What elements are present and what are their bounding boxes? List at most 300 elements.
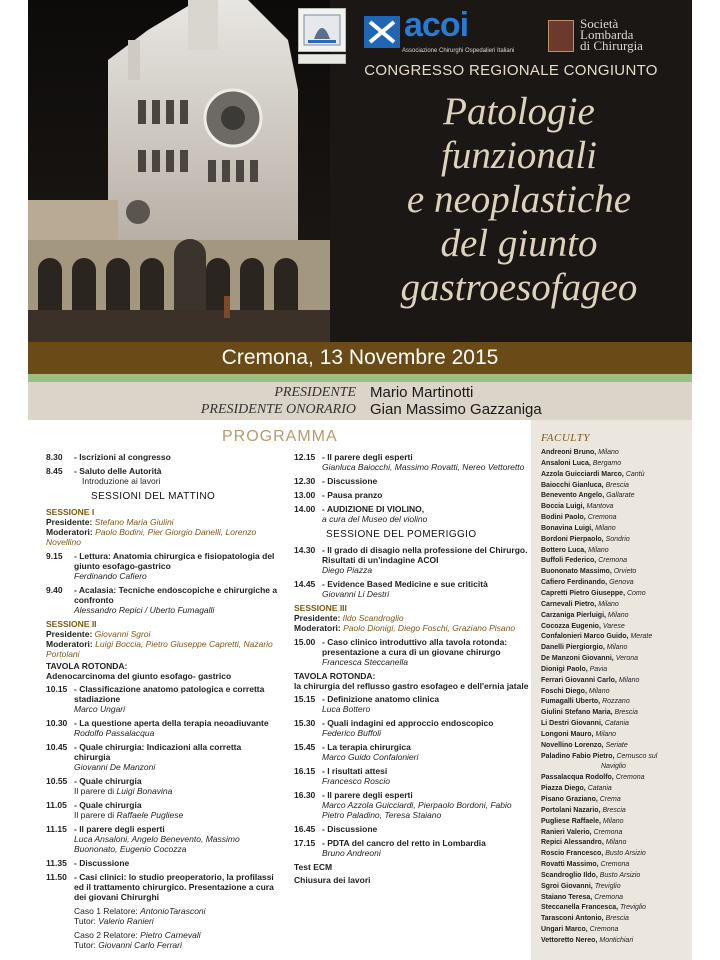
- agenda-title: - Il parere degli esperti: [322, 452, 413, 462]
- faculty-city: Milano: [595, 730, 617, 738]
- faculty-city: Milano: [618, 676, 640, 684]
- agenda-title: - Lettura: Anatomia chirurgica e fisiopatologia del giunto esofago-gastrico: [74, 551, 275, 571]
- moderators-label: Moderatori:: [46, 639, 93, 649]
- agenda-time: 14.30: [294, 545, 316, 555]
- honorary-president-label: PRESIDENTE ONORARIO: [200, 402, 356, 417]
- faculty-member: [541, 491, 691, 502]
- faculty-name: Foschi Diego,: [541, 687, 587, 695]
- moderators-names: Luigi Boccia, Pietro Giuseppe Capretti, Nazario Portolani: [46, 639, 273, 659]
- agenda-time: 8.45: [46, 466, 63, 476]
- faculty-city: Milano: [605, 839, 627, 847]
- faculty-name: Sgroi Giovanni,: [541, 882, 593, 890]
- agenda-note: a cura del Museo del violino: [322, 514, 428, 524]
- main-title: [346, 90, 692, 310]
- programme-middle-column: [294, 452, 530, 885]
- agenda-item: [46, 824, 278, 854]
- agenda-title: - Saluto delle Autorità: [74, 466, 162, 476]
- faculty-city: Catania: [604, 720, 629, 728]
- faculty-city: Orvieto: [613, 568, 637, 576]
- faculty-member: [541, 893, 691, 904]
- faculty-name: Paladino Fabio Pietro,: [541, 752, 615, 760]
- faculty-city: Cremona: [587, 514, 617, 522]
- faculty-city: Gallarate: [606, 492, 635, 500]
- agenda-speaker: Luca Ansaloni, Angelo Benevento, Massimo Buononato, Eugenio Cocozza: [74, 834, 240, 854]
- faculty-city: Genova: [609, 579, 634, 587]
- case-1: [74, 906, 278, 950]
- acoi-subtitle: Associazione Chirurghi Ospedalieri Italiani: [402, 48, 515, 54]
- cathedral-night-image: [28, 0, 330, 342]
- agenda-title: - Quale chirurgia: [74, 776, 142, 786]
- congress-subtitle: CONGRESSO REGIONALE CONGIUNTO: [364, 62, 658, 79]
- faculty-name: Buononato Massimo,: [541, 568, 612, 576]
- agenda-item: [294, 742, 530, 762]
- faculty-member: [541, 806, 691, 817]
- title-line: Patologie: [443, 90, 595, 133]
- session-moderators: [46, 639, 278, 659]
- agenda-item: [46, 452, 278, 462]
- agenda-item: [294, 490, 530, 500]
- agenda-time: 9.40: [46, 585, 63, 595]
- title-line: funzionali: [440, 134, 598, 177]
- agenda-title: - Pausa pranzo: [322, 490, 383, 500]
- agenda-item: [46, 551, 278, 581]
- agenda-time: 11.35: [46, 858, 67, 868]
- moderators-label: Moderatori:: [294, 623, 341, 633]
- slc-line-1: Società: [580, 16, 619, 31]
- agenda-speaker: Giovanni Li Destri: [322, 589, 390, 599]
- faculty-city: Pavia: [589, 665, 608, 673]
- agenda-time: 15.30: [294, 718, 316, 728]
- faculty-member: [541, 708, 691, 719]
- title-line: del giunto: [440, 222, 598, 265]
- agenda-title: - La terapia chirurgica: [322, 742, 411, 752]
- agenda-item: [294, 824, 530, 834]
- faculty-name: Bordoni Pierpaolo,: [541, 535, 604, 543]
- sponsor-emblem-icon: [302, 13, 342, 47]
- session-president: [46, 629, 278, 639]
- morning-heading: SESSIONI DEL MATTINO: [91, 491, 216, 502]
- agenda-speaker: Marco Azzola Guicciardi, Pierpaolo Bordoni, Fabio Pietro Paladino, Teresa Staiano: [322, 800, 512, 820]
- agenda-title: - Discussione: [322, 476, 378, 486]
- faculty-member: [541, 470, 691, 481]
- acoi-logo: [364, 6, 515, 58]
- faculty-member: [541, 828, 691, 839]
- faculty-name: Passalacqua Rodolfo,: [541, 774, 614, 782]
- agenda-time: 16.15: [294, 766, 316, 776]
- faculty-list: [541, 448, 691, 947]
- agenda-item: [294, 838, 530, 858]
- faculty-member: [541, 665, 691, 676]
- faculty-member: [541, 784, 691, 795]
- agenda-item: [46, 872, 278, 902]
- agenda-speaker: Alessandro Repici / Uberto Fumagalli: [74, 605, 215, 615]
- faculty-name: Ferrari Giovanni Carlo,: [541, 676, 617, 684]
- agenda-title: - PDTA del cancro del retto in Lombardia: [322, 838, 486, 848]
- agenda-time: 14.45: [294, 579, 316, 589]
- title-line: e neoplastiche: [406, 178, 632, 221]
- faculty-member: [541, 838, 691, 849]
- agenda-title: - Il parere degli esperti: [322, 790, 413, 800]
- round-table-label: TAVOLA ROTONDA:: [46, 661, 128, 671]
- faculty-city: Busto Arsizio: [599, 871, 641, 879]
- slc-line-3: di Chirurgia: [580, 38, 643, 53]
- case-speaker: [74, 930, 278, 940]
- faculty-city: Treviglio: [620, 904, 646, 912]
- agenda-time: 15.00: [294, 637, 316, 647]
- agenda-speaker: Francesco Roscio: [322, 776, 391, 786]
- agenda-item: [46, 742, 278, 772]
- faculty-member: [541, 773, 691, 784]
- slc-name: [580, 18, 643, 51]
- faculty-name: Li Destri Giovanni,: [541, 720, 603, 728]
- faculty-city: Milano: [588, 687, 610, 695]
- note-label: Il parere di: [74, 786, 115, 796]
- faculty-member: [541, 502, 691, 513]
- faculty-member: [541, 567, 691, 578]
- faculty-city: Brescia: [605, 481, 629, 489]
- faculty-name: Novellino Lorenzo,: [541, 741, 604, 749]
- tutor-name: Giovanni Carlo Ferrari: [98, 940, 182, 950]
- faculty-name: Piazza Diego,: [541, 785, 586, 793]
- faculty-member: [541, 654, 691, 665]
- faculty-city: Milano: [602, 817, 624, 825]
- test-ecm: Test ECM: [294, 862, 333, 872]
- faculty-city: Como: [626, 589, 646, 597]
- agenda-title: - AUDIZIONE DI VIOLINO,: [322, 504, 425, 514]
- faculty-city: Milano: [606, 644, 628, 652]
- moderators-names: Paolo Bodini, Pier Giorgio Danelli, Lorenzo Novellino: [46, 527, 257, 547]
- faculty-panel: [531, 420, 692, 960]
- faculty-city: Rozzano: [602, 698, 630, 706]
- agenda-title: - Il parere degli esperti: [74, 824, 165, 834]
- faculty-name: Fumagalli Uberto,: [541, 698, 601, 706]
- case-name: AntonioTarasconi: [140, 906, 206, 916]
- agenda-time: 9.15: [46, 551, 63, 561]
- agenda-title: - Acalasia: Tecniche endoscopiche e chirurgiche a confronto: [74, 585, 278, 605]
- president-name: Ildo Scandroglio: [342, 613, 404, 623]
- faculty-member: [541, 860, 691, 871]
- faculty-name: Bonavina Luigi,: [541, 524, 594, 532]
- faculty-name: Repici Alessandro,: [541, 839, 604, 847]
- agenda-title: - Definizione anatomo clinica: [322, 694, 440, 704]
- city-date: Cremona, 13 Novembre 2015: [221, 346, 499, 369]
- faculty-city: Milano: [598, 600, 619, 608]
- faculty-member: [541, 535, 691, 546]
- faculty-name: Dionigi Paolo,: [541, 665, 588, 673]
- agenda-time: 10.30: [46, 718, 68, 728]
- faculty-city: Catania: [587, 785, 612, 793]
- agenda-time: 10.55: [46, 776, 68, 786]
- faculty-name: De Manzoni Giovanni,: [541, 655, 614, 663]
- faculty-member: [541, 556, 691, 567]
- agenda-speaker: Luigi Bonavina: [116, 786, 173, 796]
- slc-emblem-icon: [548, 20, 574, 52]
- faculty-member: [541, 914, 691, 925]
- faculty-city: Cremona: [593, 828, 623, 836]
- agenda-item: [294, 694, 530, 714]
- faculty-name: Ungari Marco,: [541, 926, 588, 934]
- faculty-name: Staiano Teresa,: [541, 893, 593, 901]
- programme-content: [28, 420, 692, 960]
- title-line: gastroesofageo: [400, 266, 638, 309]
- faculty-member: [541, 687, 691, 698]
- agenda-item: [46, 466, 278, 486]
- agenda-speaker: Francesca Steccanella: [322, 657, 408, 667]
- faculty-member: [541, 762, 691, 773]
- faculty-member: [541, 589, 691, 600]
- faculty-member: [541, 481, 691, 492]
- agenda-speaker: Bruno Andreoni: [322, 848, 381, 858]
- faculty-name: Giulini Stefano Maria,: [541, 709, 613, 717]
- round-table-label: TAVOLA ROTONDA:: [294, 671, 376, 681]
- agenda-time: 15.15: [294, 694, 316, 704]
- agenda-speaker: Diego Piazza: [322, 565, 373, 575]
- cathedral-photo: [28, 0, 330, 342]
- divider-stripe: [28, 374, 692, 382]
- tutor-name: Valerio Ranieri: [98, 916, 154, 926]
- faculty-member: [541, 600, 691, 611]
- programme-heading: PROGRAMMA: [222, 428, 338, 445]
- faculty-city: Milano: [595, 524, 616, 532]
- honorary-president-name: Gian Massimo Gazzaniga: [370, 401, 542, 418]
- round-table-topic: la chirurgia del reflusso gastro esofageo e dell'ernia jatale: [294, 681, 529, 691]
- faculty-member: [541, 578, 691, 589]
- agenda-title: - Iscrizioni al congresso: [74, 452, 171, 462]
- faculty-name: Capretti Pietro Giuseppe,: [541, 589, 626, 597]
- agenda-note: [74, 810, 278, 820]
- session-moderators: [294, 623, 530, 633]
- faculty-name: Bottero Luca,: [541, 546, 587, 554]
- faculty-name: Rovatti Massimo,: [541, 861, 599, 869]
- session-label: SESSIONE I: [46, 507, 95, 517]
- faculty-name: Pisano Graziano,: [541, 796, 598, 803]
- agenda-time: 16.30: [294, 790, 316, 800]
- faculty-member: [541, 752, 691, 763]
- faculty-name: Carzaniga Pierluigi,: [541, 611, 606, 619]
- presidents-bar: [28, 382, 692, 420]
- faculty-name: Baiocchi Gianluca,: [541, 481, 604, 489]
- agenda-title: - Discussione: [74, 858, 130, 868]
- faculty-name: Benevento Angelo,: [541, 492, 605, 500]
- agenda-item: [294, 766, 530, 786]
- agenda-item: [294, 476, 530, 486]
- faculty-city: Seriate: [605, 741, 628, 749]
- agenda-speaker: Federico Buffoli: [322, 728, 382, 738]
- sponsor-logo: [298, 8, 346, 52]
- faculty-name: Portolani Nazario,: [541, 806, 601, 814]
- faculty-name: Steccanella Francesca,: [541, 904, 619, 912]
- agenda-time: 17.15: [294, 838, 316, 848]
- faculty-member: [541, 632, 691, 643]
- case-tutor: [74, 940, 278, 950]
- agenda-item: [46, 585, 278, 615]
- faculty-member: [541, 513, 691, 524]
- agenda-time: 16.45: [294, 824, 316, 834]
- agenda-title: - I risultati attesi: [322, 766, 388, 776]
- faculty-name: Vettoretto Nereo,: [541, 936, 598, 944]
- moderators-label: Moderatori:: [46, 527, 93, 537]
- agenda-time: 13.00: [294, 490, 316, 500]
- agenda-item: [46, 718, 278, 738]
- agenda-time: 8.30: [46, 452, 63, 462]
- faculty-name: Boccia Luigi,: [541, 503, 585, 511]
- agenda-item: [46, 776, 278, 796]
- faculty-member: [541, 849, 691, 860]
- faculty-name: Danelli Piergiorgio,: [541, 644, 605, 652]
- agenda-title: - Classificazione anatomo patologica e corretta stadiazione: [74, 684, 265, 704]
- agenda-speaker: Raffaele Pugliese: [116, 810, 184, 820]
- faculty-city: Cremona: [615, 774, 645, 782]
- agenda-time: 11.50: [46, 872, 67, 882]
- agenda-speaker: Gianluca Baiocchi, Massimo Rovatti, Nereo Vettoretto: [322, 462, 525, 472]
- president-label: Presidente:: [294, 613, 341, 623]
- session-president: [46, 517, 278, 527]
- agenda-title: - Casi clinici: lo studio preoperatorio, la profilassi ed il trattamento chirurgico. Presentazione a cura dei giovani Chirurghi: [74, 872, 274, 902]
- faculty-member: [541, 546, 691, 557]
- faculty-member: [541, 697, 691, 708]
- faculty-member: [541, 936, 691, 947]
- case-name: Pietro Carnevali: [140, 930, 201, 940]
- agenda-item: [46, 800, 278, 820]
- agenda-subtitle: Introduzione ai lavori: [82, 476, 161, 486]
- faculty-name: Azzola Guicciardi Marco,: [541, 470, 624, 478]
- faculty-name: Roscio Francesco,: [541, 850, 604, 858]
- faculty-name: Cafiero Ferdinando,: [541, 579, 608, 587]
- agenda-item: [294, 637, 530, 667]
- agenda-speaker: Ferdinando Cafiero: [74, 571, 147, 581]
- agenda-item: [294, 504, 530, 524]
- note-label: Il parere di: [74, 810, 115, 820]
- moderators-names: Paolo Dionigi, Diego Foschi, Graziano Pisano: [343, 623, 516, 633]
- faculty-city: Cremona: [600, 861, 630, 869]
- agenda-time: 15.45: [294, 742, 316, 752]
- agenda-time: 12.30: [294, 476, 316, 486]
- agenda-item: [46, 684, 278, 714]
- session-moderators: [46, 527, 278, 547]
- case-tutor: [74, 916, 278, 926]
- faculty-title: FACULTY: [541, 432, 590, 444]
- date-bar: [28, 342, 692, 374]
- faculty-name: Bodini Paolo,: [541, 514, 586, 522]
- faculty-city: Crema: [599, 796, 621, 803]
- slc-line-2: Lombarda: [580, 27, 634, 42]
- agenda-item: [294, 545, 530, 575]
- closing: Chiusura dei lavori: [294, 875, 371, 885]
- faculty-city: Cremona: [589, 926, 619, 934]
- faculty-city: Naviglio: [601, 763, 626, 771]
- tutor-label: Tutor:: [74, 916, 96, 926]
- faculty-city: Bergamo: [592, 459, 622, 467]
- faculty-name: Cocozza Eugenio,: [541, 622, 601, 630]
- agenda-item: [294, 452, 530, 472]
- agenda-title: - Il grado di disagio nella professione del Chirurgo. Risultati di un'indagine ACOI: [322, 545, 528, 565]
- faculty-city: Cernusco sul: [616, 752, 658, 760]
- faculty-name: Buffoli Federico,: [541, 557, 597, 565]
- faculty-member: [541, 611, 691, 622]
- faculty-city: Busto Arsizio: [605, 850, 646, 858]
- faculty-member: [541, 622, 691, 633]
- agenda-title: - Discussione: [322, 824, 378, 834]
- faculty-member: [541, 459, 691, 470]
- case-label: Caso 2 Relatore:: [74, 930, 138, 940]
- agenda-item: [46, 858, 278, 868]
- faculty-name: Scandroglio Ildo,: [541, 871, 598, 879]
- faculty-member: [541, 448, 691, 459]
- faculty-city: Varese: [602, 622, 625, 630]
- faculty-member: [541, 925, 691, 936]
- faculty-city: Brescia: [605, 915, 629, 923]
- faculty-city: Verona: [615, 655, 638, 663]
- slc-logo: [548, 18, 698, 58]
- programme-left-column: [46, 452, 278, 950]
- faculty-city: Mantova: [586, 503, 614, 511]
- faculty-member: [541, 871, 691, 882]
- faculty-name: Ranieri Valerio,: [541, 828, 592, 836]
- faculty-city: Milano: [588, 546, 609, 554]
- faculty-city: Brescia: [602, 806, 626, 814]
- faculty-member: [541, 903, 691, 914]
- faculty-member: [541, 795, 691, 806]
- president-name: Stefano Maria Giulini: [94, 517, 174, 527]
- afternoon-heading: SESSIONE DEL POMERIGGIO: [326, 529, 477, 540]
- agenda-title: - Quale chirurgia: [74, 800, 142, 810]
- president-name: Giovanni Sgroi: [94, 629, 151, 639]
- faculty-name: Andreoni Bruno,: [541, 449, 597, 456]
- header-banner: [28, 0, 692, 342]
- faculty-city: Montichiari: [599, 936, 634, 944]
- agenda-time: 12.15: [294, 452, 316, 462]
- faculty-city: Cremona: [594, 893, 623, 901]
- faculty-member: [541, 676, 691, 687]
- faculty-name: Pugliese Raffaele,: [541, 817, 601, 825]
- agenda-item: [294, 790, 530, 820]
- agenda-time: 10.15: [46, 684, 68, 694]
- agenda-note: [74, 786, 278, 796]
- agenda-title: - Quali indagini ed approccio endoscopico: [322, 718, 494, 728]
- session-label: SESSIONE II: [46, 619, 97, 629]
- faculty-name: Tarasconi Antonio,: [541, 915, 604, 923]
- faculty-name: Longoni Mauro,: [541, 730, 594, 738]
- agenda-title: - La questione aperta della terapia neoadiuvante: [74, 718, 269, 728]
- president-label: Presidente:: [46, 629, 93, 639]
- faculty-city: Sondrio: [605, 535, 630, 543]
- president-label: Presidente:: [46, 517, 93, 527]
- president-name: Mario Martinotti: [370, 384, 474, 401]
- faculty-member: [541, 882, 691, 893]
- faculty-city: Merate: [630, 633, 653, 641]
- faculty-name: Ansaloni Luca,: [541, 459, 591, 467]
- case-label: Caso 1 Relatore:: [74, 906, 138, 916]
- faculty-city: Brescia: [614, 709, 638, 717]
- tutor-label: Tutor:: [74, 940, 96, 950]
- agenda-time: 11.15: [46, 824, 67, 834]
- agenda-speaker: Rodolfo Passalacqua: [74, 728, 155, 738]
- president-row: [28, 385, 692, 403]
- faculty-member: [541, 719, 691, 730]
- agenda-time: 14.00: [294, 504, 316, 514]
- session-president: [294, 613, 530, 623]
- faculty-member: [541, 741, 691, 752]
- faculty-member: [541, 524, 691, 535]
- president-label: PRESIDENTE: [274, 385, 356, 400]
- acoi-name: acoi: [404, 6, 469, 44]
- agenda-item: [294, 718, 530, 738]
- session-label: SESSIONE III: [294, 603, 347, 613]
- agenda-title: - Quale chirurgia: Indicazioni alla corretta chirurgia: [74, 742, 242, 762]
- faculty-city: Milano: [607, 611, 629, 619]
- agenda-speaker: Giovanni De Manzoni: [74, 762, 156, 772]
- agenda-speaker: Luca Bottero: [322, 704, 371, 714]
